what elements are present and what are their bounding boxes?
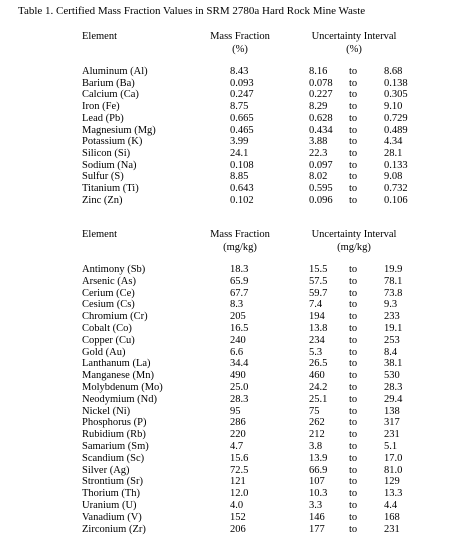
table-title: Table 1. Certified Mass Fraction Values in SRM 2780a Hard Rock Mine Waste xyxy=(18,5,366,17)
cell-interval-low: 59.7 xyxy=(309,287,328,299)
cell-interval-high: 29.4 xyxy=(384,393,403,405)
table-row xyxy=(0,125,452,137)
table-row xyxy=(0,465,452,477)
cell-interval-low: 5.3 xyxy=(309,346,323,358)
cell-interval-low: 0.227 xyxy=(309,89,333,101)
cell-mass-fraction: 3.99 xyxy=(230,136,249,148)
cell-interval-high: 38.1 xyxy=(384,358,403,370)
table-row xyxy=(0,370,452,382)
cell-interval-to: to xyxy=(349,159,358,171)
table-row xyxy=(0,148,452,160)
cell-interval-to: to xyxy=(349,393,358,405)
major-header-mass-fraction-label: Mass Fraction xyxy=(210,31,270,42)
cell-element: Manganese (Mn) xyxy=(82,370,155,382)
table-row xyxy=(0,288,452,300)
cell-interval-high: 4.4 xyxy=(384,500,398,511)
cell-element: Neodymium (Nd) xyxy=(82,393,157,405)
cell-element: Vanadium (V) xyxy=(82,511,142,523)
cell-interval-high: 19.1 xyxy=(384,323,403,334)
cell-mass-fraction: 4.7 xyxy=(230,441,244,452)
cell-interval-low: 146 xyxy=(309,511,325,523)
cell-element: Cerium (Ce) xyxy=(82,287,135,299)
cell-interval-low: 10.3 xyxy=(309,488,328,500)
cell-interval-high: 231 xyxy=(384,523,400,535)
trace-header-mass-fraction-unit: (mg/kg) xyxy=(223,242,257,253)
table-row xyxy=(0,136,452,148)
table-row xyxy=(0,160,452,172)
cell-interval-low: 13.9 xyxy=(309,452,328,464)
cell-interval-low: 0.595 xyxy=(309,183,333,194)
cell-interval-to: to xyxy=(349,136,358,148)
cell-interval-low: 107 xyxy=(309,476,325,488)
table-row xyxy=(0,113,452,125)
cell-element: Silver (Ag) xyxy=(82,464,130,476)
cell-interval-to: to xyxy=(349,77,358,89)
table-row xyxy=(0,264,452,276)
table-row xyxy=(0,406,452,418)
cell-mass-fraction: 0.643 xyxy=(230,183,254,194)
cell-mass-fraction: 28.3 xyxy=(230,393,249,405)
cell-interval-to: to xyxy=(349,323,358,334)
cell-interval-high: 9.08 xyxy=(384,171,403,183)
cell-mass-fraction: 490 xyxy=(230,370,246,382)
cell-element: Rubidium (Rb) xyxy=(82,429,146,441)
cell-interval-to: to xyxy=(349,370,358,382)
cell-interval-high: 168 xyxy=(384,511,400,523)
table-row xyxy=(0,323,452,335)
table-row xyxy=(0,183,452,195)
cell-interval-high: 17.0 xyxy=(384,452,403,464)
trace-header-uncertainty xyxy=(298,228,410,254)
cell-interval-high: 81.0 xyxy=(384,464,403,476)
cell-interval-high: 28.3 xyxy=(384,382,403,393)
cell-interval-to: to xyxy=(349,112,358,124)
major-header-uncertainty-label: Uncertainty Interval xyxy=(311,31,397,42)
cell-interval-to: to xyxy=(349,358,358,370)
cell-interval-high: 0.305 xyxy=(384,89,408,101)
cell-element: Strontium (Sr) xyxy=(82,476,143,488)
trace-header-uncertainty-unit: (mg/kg) xyxy=(337,242,371,253)
cell-mass-fraction: 0.465 xyxy=(230,124,254,136)
cell-element: Aluminum (Al) xyxy=(82,66,148,77)
cell-interval-to: to xyxy=(349,346,358,358)
trace-header-element: Element xyxy=(82,229,117,240)
cell-interval-to: to xyxy=(349,194,358,206)
cell-interval-to: to xyxy=(349,523,358,535)
cell-interval-high: 78.1 xyxy=(384,275,403,287)
table-row xyxy=(0,311,452,323)
cell-interval-high: 0.133 xyxy=(384,159,408,171)
cell-element: Lanthanum (La) xyxy=(82,358,151,370)
cell-interval-high: 8.4 xyxy=(384,346,398,358)
cell-mass-fraction: 152 xyxy=(230,511,246,523)
table-row xyxy=(0,299,452,311)
cell-mass-fraction: 4.0 xyxy=(230,500,244,511)
cell-element: Barium (Ba) xyxy=(82,77,135,89)
trace-header-mass-fraction xyxy=(200,228,280,254)
cell-element: Thorium (Th) xyxy=(82,488,141,500)
cell-mass-fraction: 8.75 xyxy=(230,101,249,113)
cell-interval-low: 15.5 xyxy=(309,264,328,275)
cell-mass-fraction: 8.3 xyxy=(230,299,244,311)
cell-element: Gold (Au) xyxy=(82,346,126,358)
cell-interval-low: 212 xyxy=(309,429,325,441)
cell-mass-fraction: 0.247 xyxy=(230,89,254,101)
table-row xyxy=(0,453,452,465)
cell-element: Lead (Pb) xyxy=(82,112,124,124)
cell-interval-high: 0.732 xyxy=(384,183,408,194)
cell-interval-low: 262 xyxy=(309,417,325,429)
trace-header-mass-fraction-label: Mass Fraction xyxy=(210,229,270,240)
cell-mass-fraction: 8.43 xyxy=(230,66,249,77)
cell-element: Molybdenum (Mo) xyxy=(82,382,163,393)
cell-interval-to: to xyxy=(349,405,358,417)
cell-mass-fraction: 67.7 xyxy=(230,287,249,299)
cell-interval-high: 4.34 xyxy=(384,136,403,148)
table-row xyxy=(0,171,452,183)
table-row xyxy=(0,101,452,113)
cell-element: Antimony (Sb) xyxy=(82,264,146,275)
cell-interval-high: 13.3 xyxy=(384,488,403,500)
table-row xyxy=(0,524,452,536)
cell-interval-to: to xyxy=(349,429,358,441)
major-header-uncertainty-unit: (%) xyxy=(346,44,362,55)
cell-interval-low: 57.5 xyxy=(309,275,328,287)
cell-mass-fraction: 25.0 xyxy=(230,382,249,393)
table-row xyxy=(0,78,452,90)
cell-interval-low: 13.8 xyxy=(309,323,328,334)
cell-mass-fraction: 12.0 xyxy=(230,488,249,500)
cell-interval-to: to xyxy=(349,488,358,500)
cell-interval-to: to xyxy=(349,441,358,452)
cell-interval-high: 28.1 xyxy=(384,147,403,159)
cell-interval-high: 231 xyxy=(384,429,400,441)
table-row xyxy=(0,417,452,429)
cell-mass-fraction: 6.6 xyxy=(230,346,244,358)
cell-interval-to: to xyxy=(349,287,358,299)
cell-mass-fraction: 18.3 xyxy=(230,264,249,275)
cell-interval-high: 8.68 xyxy=(384,66,403,77)
cell-mass-fraction: 206 xyxy=(230,523,246,535)
cell-mass-fraction: 240 xyxy=(230,334,246,346)
cell-interval-low: 24.2 xyxy=(309,382,328,393)
cell-element: Iron (Fe) xyxy=(82,101,120,113)
cell-element: Cobalt (Co) xyxy=(82,323,132,334)
major-header-uncertainty xyxy=(298,30,410,56)
cell-interval-to: to xyxy=(349,464,358,476)
table-row xyxy=(0,358,452,370)
cell-interval-low: 25.1 xyxy=(309,393,328,405)
cell-mass-fraction: 95 xyxy=(230,405,241,417)
cell-interval-high: 5.1 xyxy=(384,441,398,452)
cell-interval-high: 0.729 xyxy=(384,112,408,124)
cell-mass-fraction: 16.5 xyxy=(230,323,249,334)
cell-interval-low: 0.097 xyxy=(309,159,333,171)
cell-element: Chromium (Cr) xyxy=(82,311,148,323)
cell-interval-low: 0.096 xyxy=(309,194,333,206)
table-row xyxy=(0,512,452,524)
cell-interval-low: 7.4 xyxy=(309,299,323,311)
cell-mass-fraction: 24.1 xyxy=(230,147,249,159)
cell-element: Sodium (Na) xyxy=(82,159,137,171)
cell-interval-to: to xyxy=(349,124,358,136)
cell-interval-high: 9.10 xyxy=(384,101,403,113)
cell-interval-to: to xyxy=(349,511,358,523)
cell-element: Arsenic (As) xyxy=(82,275,136,287)
cell-element: Calcium (Ca) xyxy=(82,89,139,101)
cell-interval-high: 253 xyxy=(384,334,400,346)
cell-interval-low: 234 xyxy=(309,334,325,346)
table-row xyxy=(0,195,452,207)
table-row xyxy=(0,276,452,288)
cell-interval-low: 66.9 xyxy=(309,464,328,476)
cell-element: Cesium (Cs) xyxy=(82,299,135,311)
cell-interval-low: 3.3 xyxy=(309,500,323,511)
cell-interval-low: 3.8 xyxy=(309,441,323,452)
table-row xyxy=(0,394,452,406)
cell-mass-fraction: 15.6 xyxy=(230,452,249,464)
cell-element: Zinc (Zn) xyxy=(82,194,123,206)
cell-interval-to: to xyxy=(349,476,358,488)
cell-interval-low: 75 xyxy=(309,405,320,417)
cell-interval-high: 317 xyxy=(384,417,400,429)
cell-element: Silicon (Si) xyxy=(82,147,131,159)
cell-element: Magnesium (Mg) xyxy=(82,124,156,136)
cell-element: Potassium (K) xyxy=(82,136,143,148)
cell-interval-low: 460 xyxy=(309,370,325,382)
cell-interval-high: 138 xyxy=(384,405,400,417)
cell-mass-fraction: 0.102 xyxy=(230,194,254,206)
table-row xyxy=(0,66,452,78)
cell-mass-fraction: 286 xyxy=(230,417,246,429)
table-row xyxy=(0,382,452,394)
table-row xyxy=(0,500,452,512)
cell-element: Sulfur (S) xyxy=(82,171,124,183)
cell-interval-low: 177 xyxy=(309,523,325,535)
cell-element: Scandium (Sc) xyxy=(82,452,145,464)
table-row xyxy=(0,441,452,453)
cell-interval-to: to xyxy=(349,183,358,194)
cell-mass-fraction: 34.4 xyxy=(230,358,249,370)
cell-interval-to: to xyxy=(349,66,358,77)
cell-interval-to: to xyxy=(349,382,358,393)
cell-element: Uranium (U) xyxy=(82,500,137,511)
cell-element: Copper (Cu) xyxy=(82,334,135,346)
cell-interval-to: to xyxy=(349,334,358,346)
cell-interval-low: 8.29 xyxy=(309,101,328,113)
cell-interval-to: to xyxy=(349,500,358,511)
table-row xyxy=(0,89,452,101)
cell-interval-high: 129 xyxy=(384,476,400,488)
cell-mass-fraction: 121 xyxy=(230,476,246,488)
cell-interval-to: to xyxy=(349,101,358,113)
cell-mass-fraction: 65.9 xyxy=(230,275,249,287)
cell-interval-low: 22.3 xyxy=(309,147,328,159)
cell-interval-low: 0.078 xyxy=(309,77,333,89)
cell-interval-to: to xyxy=(349,171,358,183)
cell-mass-fraction: 0.665 xyxy=(230,112,254,124)
cell-interval-low: 194 xyxy=(309,311,325,323)
cell-mass-fraction: 0.093 xyxy=(230,77,254,89)
cell-interval-high: 0.106 xyxy=(384,194,408,206)
table-row xyxy=(0,429,452,441)
cell-interval-low: 3.88 xyxy=(309,136,328,148)
table-row xyxy=(0,335,452,347)
cell-interval-to: to xyxy=(349,89,358,101)
major-header-mass-fraction-unit: (%) xyxy=(232,44,248,55)
table-row xyxy=(0,347,452,359)
cell-interval-high: 73.8 xyxy=(384,287,403,299)
major-header-mass-fraction xyxy=(200,30,280,56)
cell-mass-fraction: 8.85 xyxy=(230,171,249,183)
cell-interval-low: 8.02 xyxy=(309,171,328,183)
cell-element: Phosphorus (P) xyxy=(82,417,147,429)
cell-interval-high: 530 xyxy=(384,370,400,382)
cell-element: Samarium (Sm) xyxy=(82,441,149,452)
cell-interval-to: to xyxy=(349,452,358,464)
cell-interval-low: 8.16 xyxy=(309,66,328,77)
cell-interval-high: 9.3 xyxy=(384,299,398,311)
cell-mass-fraction: 72.5 xyxy=(230,464,249,476)
cell-element: Nickel (Ni) xyxy=(82,405,131,417)
cell-interval-to: to xyxy=(349,147,358,159)
cell-interval-low: 26.5 xyxy=(309,358,328,370)
table-row xyxy=(0,488,452,500)
cell-interval-high: 19.9 xyxy=(384,264,403,275)
cell-interval-high: 0.138 xyxy=(384,77,408,89)
cell-mass-fraction: 205 xyxy=(230,311,246,323)
table-row xyxy=(0,476,452,488)
cell-interval-low: 0.434 xyxy=(309,124,333,136)
cell-interval-low: 0.628 xyxy=(309,112,333,124)
cell-interval-high: 0.489 xyxy=(384,124,408,136)
cell-interval-to: to xyxy=(349,299,358,311)
cell-interval-to: to xyxy=(349,311,358,323)
cell-mass-fraction: 0.108 xyxy=(230,159,254,171)
cell-interval-to: to xyxy=(349,417,358,429)
cell-interval-to: to xyxy=(349,264,358,275)
cell-interval-high: 233 xyxy=(384,311,400,323)
cell-element: Zirconium (Zr) xyxy=(82,523,146,535)
major-header-element: Element xyxy=(82,31,117,42)
trace-header-uncertainty-label: Uncertainty Interval xyxy=(311,229,397,240)
cell-mass-fraction: 220 xyxy=(230,429,246,441)
cell-element: Titanium (Ti) xyxy=(82,183,139,194)
cell-interval-to: to xyxy=(349,275,358,287)
